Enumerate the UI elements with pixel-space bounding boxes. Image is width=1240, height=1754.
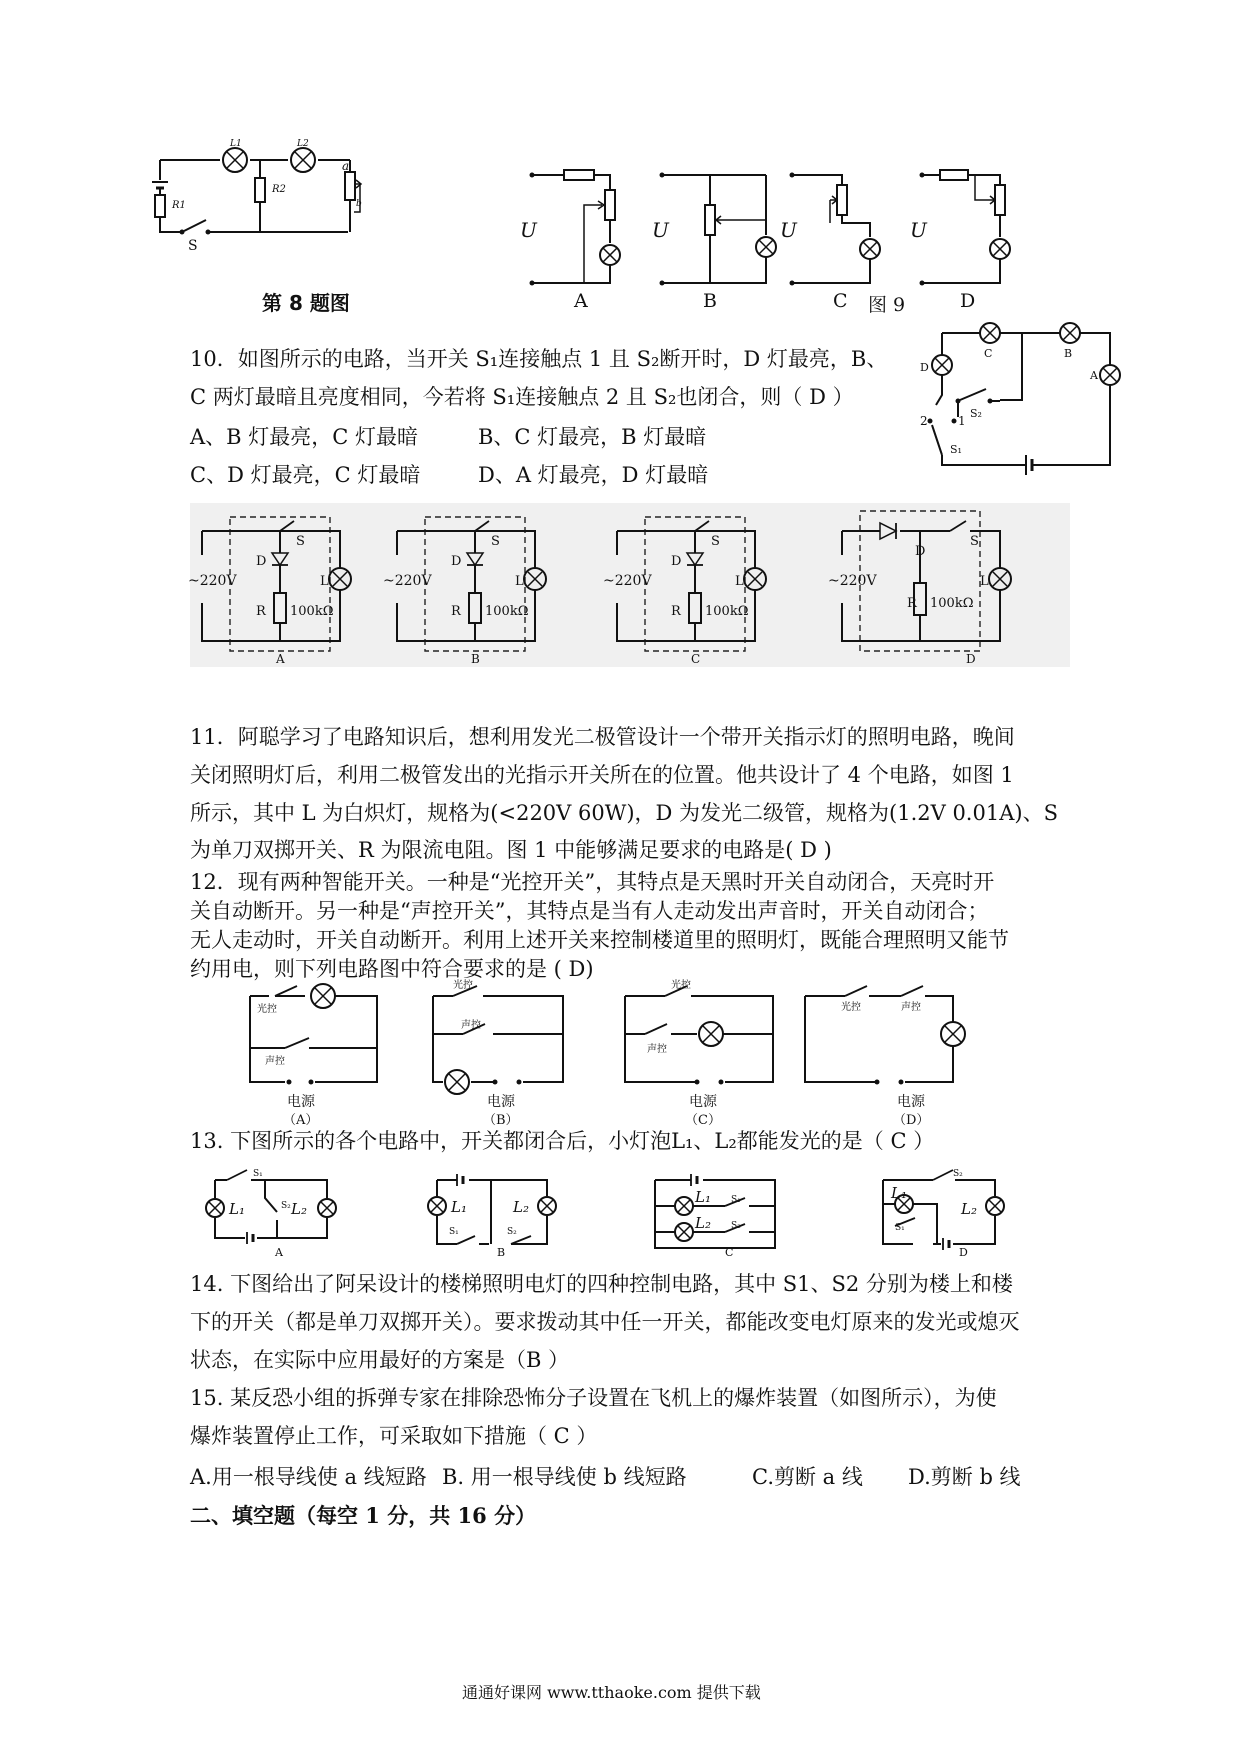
fig12-light-c: 光控 xyxy=(671,980,691,991)
fig1-label-r-b: R xyxy=(451,604,461,619)
q10-option-b: B、C 灯最亮，B 灯最暗 xyxy=(478,425,707,449)
fig1-label-s-d: S xyxy=(970,534,979,549)
fig13-s1-d: S₁ xyxy=(895,1223,905,1233)
fig12-option-d: （D） xyxy=(893,1113,930,1128)
fig9-option-b-circuit xyxy=(652,173,776,286)
fig9-caption: 图 9 xyxy=(868,294,906,316)
fig12-option-d-circuit xyxy=(805,986,965,1085)
fig12-option-c-circuit xyxy=(625,986,773,1085)
fig12-light-b: 光控 xyxy=(453,980,473,991)
q10-label-b: B xyxy=(1064,347,1073,360)
q12-text-line-3: 无人走动时，开关自动断开。利用上述开关来控制楼道里的照明灯，既能合理照明又能节 xyxy=(190,928,1009,952)
q10-label-s1: S₁ xyxy=(950,443,962,456)
fig8-label-r1: R1 xyxy=(172,200,186,211)
fig1-resistor-d: 100kΩ xyxy=(930,596,974,611)
fig12-sound-c: 声控 xyxy=(647,1044,667,1055)
q11-text-line-3: 所示，其中 L 为白炽灯，规格为(<220V 60W)，D 为发光二级管，规格为(1.2V 0.01A)、S xyxy=(190,801,1058,825)
fig9-option-a-label: A xyxy=(574,290,588,312)
q10-label-1: 1 xyxy=(958,414,966,428)
fig9-option-a-circuit xyxy=(520,170,620,286)
fig13-l2-d: L₂ xyxy=(961,1200,977,1218)
fig9-option-d-circuit xyxy=(910,170,1010,286)
fig13-l1-d: L₁ xyxy=(891,1184,907,1202)
fig12-sound-d: 声控 xyxy=(901,1002,921,1013)
fig1-label-d-d: D xyxy=(915,544,926,559)
fig1-option-a: A xyxy=(276,652,285,666)
q15-option-d: D.剪断 b 线 xyxy=(908,1465,1021,1489)
page-footer: 通通好课网 www.tthaoke.com 提供下载 xyxy=(462,1683,761,1702)
fig1-voltage-c: ~220V xyxy=(603,573,652,589)
fig12-light-d: 光控 xyxy=(841,1002,861,1013)
q12-text-line-2: 关自动断开。另一种是“声控开关”，其特点是当有人走动发出声音时，开关自动闭合； xyxy=(190,899,989,923)
q10-label-2: 2 xyxy=(920,414,928,428)
fig12-power-b: 电源 xyxy=(487,1094,515,1110)
fig13-option-b-circuit xyxy=(428,1174,556,1244)
fig1-voltage-d: ~220V xyxy=(828,573,877,589)
fig13-l1-a: L₁ xyxy=(229,1200,245,1218)
q10-label-d: D xyxy=(920,361,929,374)
q11-text-line-2: 关闭照明灯后，利用二极管发出的光指示开关所在的位置。他共设计了 4 个电路，如图 1 xyxy=(190,763,1014,787)
fig13-option-d-circuit xyxy=(883,1170,1004,1250)
fig13-circuits xyxy=(205,1168,1025,1258)
fig1-label-s-b: S xyxy=(491,534,500,549)
fig13-option-a: A xyxy=(275,1246,283,1259)
fig8-caption: 第 8 题图 xyxy=(262,291,350,315)
fig9-u-label-d: U xyxy=(910,218,927,242)
fig12-option-a-circuit xyxy=(250,984,377,1085)
fig1-label-r-c: R xyxy=(671,604,681,619)
fig12-power-c: 电源 xyxy=(689,1094,717,1110)
q10-text-line-1: 10．如图所示的电路，当开关 S₁连接触点 1 且 S₂断开时，D 灯最亮，B、 xyxy=(190,347,888,371)
q10-option-a: A、B 灯最亮，C 灯最暗 xyxy=(190,425,419,449)
fig12-sound-a: 声控 xyxy=(265,1056,285,1067)
fig1-label-d-b: D xyxy=(451,554,462,569)
q10-option-d: D、A 灯最亮，D 灯最暗 xyxy=(478,463,709,487)
q10-label-c: C xyxy=(984,347,993,360)
fig13-l2-c: L₂ xyxy=(695,1214,711,1232)
q10-option-c: C、D 灯最亮，C 灯最暗 xyxy=(190,463,421,487)
fig1-label-l-b: L xyxy=(515,574,524,589)
q11-text-line-4: 为单刀双掷开关、R 为限流电阻。图 1 中能够满足要求的电路是( D ) xyxy=(190,838,832,862)
fig13-s2-d: S₂ xyxy=(953,1169,963,1179)
fig13-s1-b: S₁ xyxy=(449,1227,459,1237)
q14-text-line-2: 下的开关（都是单刀双掷开关）。要求拨动其中任一开关，都能改变电灯原来的发光或熄灭 xyxy=(190,1310,1020,1334)
fig1-label-l-a: L xyxy=(320,574,329,589)
fig12-option-c: （C） xyxy=(685,1113,721,1128)
fig9-option-d-label: D xyxy=(960,290,976,312)
fig12-option-a: （A） xyxy=(283,1113,319,1128)
fig13-l1-c: L₁ xyxy=(695,1188,711,1206)
fig12-circuits xyxy=(205,978,1025,1128)
q15-text-line-1: 15. 某反恐小组的拆弹专家在排除恐怖分子设置在飞机上的爆炸装置（如图所示），为使 xyxy=(190,1386,997,1410)
fig8-label-s: S xyxy=(188,238,198,254)
fig9-u-label-c: U xyxy=(780,218,797,242)
fig9-option-b-label: B xyxy=(703,290,717,312)
fig13-l2-a: L₂ xyxy=(291,1200,307,1218)
q10-label-s2: S₂ xyxy=(970,407,982,420)
fig13-l1-b: L₁ xyxy=(451,1198,467,1216)
fig13-option-c: C xyxy=(725,1246,734,1259)
fig13-option-a-circuit xyxy=(206,1170,336,1244)
fig13-s1-a: S₁ xyxy=(253,1169,263,1179)
fig12-sound-b: 声控 xyxy=(461,1020,481,1031)
fig8-label-l1: L1 xyxy=(230,139,242,149)
fig12-power-a: 电源 xyxy=(287,1094,315,1110)
fig13-s2-b: S₂ xyxy=(507,1227,517,1237)
section-2-heading: 二、填空题（每空 1 分，共 16 分） xyxy=(190,1503,537,1528)
fig13-option-d: D xyxy=(959,1246,968,1259)
q10-text-line-2: C 两灯最暗且亮度相同，今若将 S₁连接触点 2 且 S₂也闭合，则（ D ） xyxy=(190,385,854,409)
fig8-label-a: a xyxy=(342,159,350,173)
fig12-power-d: 电源 xyxy=(897,1094,925,1110)
fig13-s2-c: S₂ xyxy=(731,1221,741,1231)
fig8-label-r2: R2 xyxy=(272,184,286,195)
q15-option-a: A.用一根导线使 a 线短路 xyxy=(190,1465,427,1489)
fig8-circuit xyxy=(160,140,420,280)
q10-circuit xyxy=(890,325,1120,485)
fig9-u-label-a: U xyxy=(520,218,537,242)
q15-option-b: B. 用一根导线使 b 线短路 xyxy=(442,1465,687,1489)
fig13-s1-c: S₁ xyxy=(731,1195,741,1205)
fig1-circuits xyxy=(190,503,1070,667)
fig1-label-r-a: R xyxy=(256,604,266,619)
fig12-option-b-circuit xyxy=(433,986,563,1094)
fig1-voltage-a: ~220V xyxy=(188,573,237,589)
fig1-voltage-b: ~220V xyxy=(383,573,432,589)
q15-option-c: C.剪断 a 线 xyxy=(752,1465,863,1489)
fig12-light-a: 光控 xyxy=(257,1004,277,1015)
q14-text-line-3: 状态，在实际中应用最好的方案是（B ） xyxy=(190,1348,570,1372)
q10-label-a: A xyxy=(1090,369,1098,382)
q12-text-line-1: 12．现有两种智能开关。一种是“光控开关”，其特点是天黑时开关自动闭合，天亮时开 xyxy=(190,870,995,894)
fig9-option-c-label: C xyxy=(833,290,848,312)
fig8-label-l2: L2 xyxy=(297,139,309,149)
q11-text-line-1: 11．阿聪学习了电路知识后，想利用发光二极管设计一个带开关指示灯的照明电路，晚间 xyxy=(190,725,1015,749)
q14-text-line-1: 14. 下图给出了阿呆设计的楼梯照明电灯的四种控制电路，其中 S1、S2 分别为楼上和楼 xyxy=(190,1272,1013,1296)
fig12-option-b: （B） xyxy=(483,1113,519,1128)
fig13-option-c-circuit xyxy=(655,1174,775,1248)
fig13-s2-a: S₂ xyxy=(281,1201,291,1211)
fig1-label-l-c: L xyxy=(735,574,744,589)
fig1-option-b: B xyxy=(471,652,480,666)
fig1-label-s-c: S xyxy=(711,534,720,549)
fig1-label-r-d: R xyxy=(907,596,917,611)
fig1-label-l-d: L xyxy=(980,574,989,589)
fig13-option-b: B xyxy=(497,1246,506,1259)
fig1-resistor-a: 100kΩ xyxy=(290,604,334,619)
fig8-label-b: b xyxy=(356,199,362,209)
fig1-resistor-b: 100kΩ xyxy=(485,604,529,619)
q15-text-line-2: 爆炸装置停止工作，可采取如下措施（ C ） xyxy=(190,1424,598,1448)
fig9-u-label-b: U xyxy=(652,218,669,242)
fig9-option-c-circuit xyxy=(780,173,880,286)
q13-text-line-1: 13. 下图所示的各个电路中，开关都闭合后，小灯泡L₁、L₂都能发光的是（ C ） xyxy=(190,1129,935,1153)
fig1-option-d: D xyxy=(966,652,976,666)
fig1-label-d-c: D xyxy=(671,554,682,569)
fig1-label-d-a: D xyxy=(256,554,267,569)
fig13-l2-b: L₂ xyxy=(513,1198,529,1216)
q12-text-line-4: 约用电，则下列电路图中符合要求的是 ( D) xyxy=(190,957,594,981)
fig1-label-s-a: S xyxy=(296,534,305,549)
fig1-option-c: C xyxy=(691,652,701,666)
fig1-resistor-c: 100kΩ xyxy=(705,604,749,619)
fig9-circuits xyxy=(520,165,1060,305)
